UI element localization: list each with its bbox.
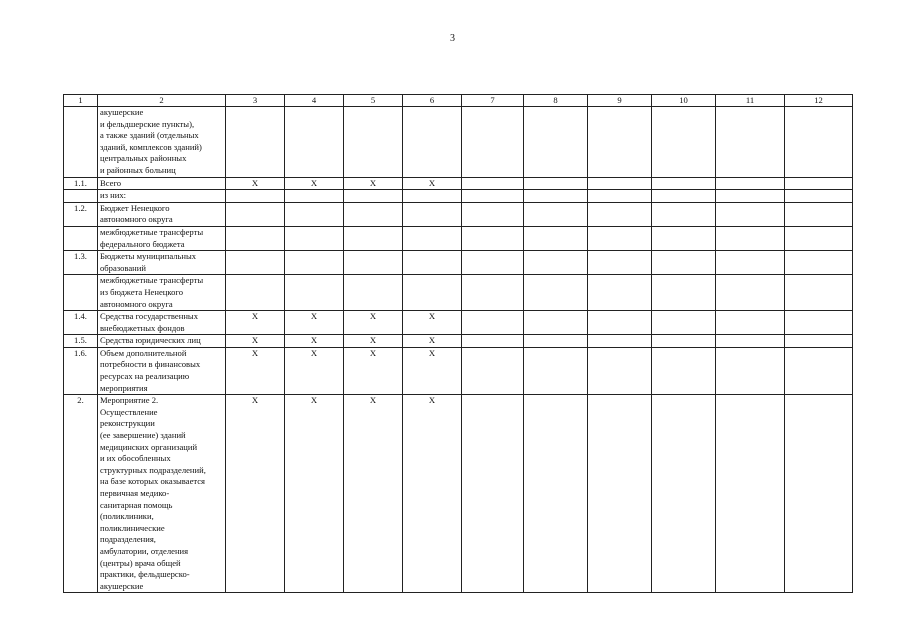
cell-col-5 <box>344 251 403 275</box>
cell-col-4: X <box>285 177 344 190</box>
cell-col-9 <box>588 251 652 275</box>
row-number: 1.1. <box>64 177 98 190</box>
cell-col-11 <box>716 395 785 593</box>
row-description: акушерские и фельдшерские пункты), а также зданий (отдельных зданий, комплексов зданий) центральных районных и районных больниц <box>98 107 226 178</box>
cell-col-5 <box>344 190 403 203</box>
table-row <box>64 347 853 394</box>
cell-col-3: X <box>226 347 285 394</box>
cell-col-7 <box>462 275 524 311</box>
cell-col-10 <box>652 275 716 311</box>
cell-col-12 <box>785 107 853 178</box>
cell-col-12 <box>785 202 853 226</box>
cell-col-3 <box>226 226 285 250</box>
cell-col-11 <box>716 202 785 226</box>
cell-col-6: X <box>403 347 462 394</box>
row-number <box>64 107 98 178</box>
column-header-5: 5 <box>344 95 403 107</box>
cell-col-12 <box>785 177 853 190</box>
cell-col-7 <box>462 395 524 593</box>
cell-col-8 <box>524 275 588 311</box>
cell-col-8 <box>524 107 588 178</box>
cell-col-3 <box>226 275 285 311</box>
cell-col-11 <box>716 311 785 335</box>
cell-col-9 <box>588 202 652 226</box>
table-row <box>64 226 853 250</box>
table-row <box>64 395 853 593</box>
column-header-9: 9 <box>588 95 652 107</box>
cell-col-6 <box>403 190 462 203</box>
cell-col-11 <box>716 275 785 311</box>
cell-col-6 <box>403 226 462 250</box>
cell-col-12 <box>785 395 853 593</box>
row-description: Бюджет Ненецкого автономного округа <box>98 202 226 226</box>
row-number: 2. <box>64 395 98 593</box>
row-description: Объем дополнительной потребности в финансовых ресурсах на реализацию мероприятия <box>98 347 226 394</box>
table-body <box>64 107 853 593</box>
column-header-10: 10 <box>652 95 716 107</box>
cell-col-10 <box>652 395 716 593</box>
table-row <box>64 311 853 335</box>
row-description: Бюджеты муниципальных образований <box>98 251 226 275</box>
cell-col-3 <box>226 190 285 203</box>
row-description: из них: <box>98 190 226 203</box>
cell-col-6: X <box>403 311 462 335</box>
table-row <box>64 107 853 178</box>
finance-table <box>63 94 853 593</box>
row-number: 1.3. <box>64 251 98 275</box>
cell-col-7 <box>462 311 524 335</box>
column-header-4: 4 <box>285 95 344 107</box>
cell-col-5 <box>344 275 403 311</box>
cell-col-11 <box>716 226 785 250</box>
cell-col-10 <box>652 190 716 203</box>
cell-col-10 <box>652 177 716 190</box>
cell-col-9 <box>588 275 652 311</box>
row-number: 1.4. <box>64 311 98 335</box>
cell-col-4: X <box>285 335 344 348</box>
row-description: Средства юридических лиц <box>98 335 226 348</box>
row-description: Всего <box>98 177 226 190</box>
column-header-7: 7 <box>462 95 524 107</box>
cell-col-9 <box>588 107 652 178</box>
column-header-6: 6 <box>403 95 462 107</box>
cell-col-10 <box>652 347 716 394</box>
cell-col-8 <box>524 190 588 203</box>
cell-col-7 <box>462 347 524 394</box>
cell-col-3: X <box>226 395 285 593</box>
cell-col-12 <box>785 335 853 348</box>
cell-col-12 <box>785 347 853 394</box>
cell-col-12 <box>785 311 853 335</box>
table-row <box>64 177 853 190</box>
header-row <box>64 95 853 107</box>
table-row <box>64 190 853 203</box>
cell-col-7 <box>462 107 524 178</box>
row-number: 1.5. <box>64 335 98 348</box>
cell-col-5: X <box>344 177 403 190</box>
row-description: межбюджетные трансферты из бюджета Ненецкого автономного округа <box>98 275 226 311</box>
cell-col-4 <box>285 107 344 178</box>
cell-col-12 <box>785 251 853 275</box>
table-row <box>64 251 853 275</box>
column-header-1: 1 <box>64 95 98 107</box>
cell-col-3 <box>226 107 285 178</box>
cell-col-8 <box>524 347 588 394</box>
row-description: Средства государственных внебюджетных фондов <box>98 311 226 335</box>
cell-col-9 <box>588 226 652 250</box>
column-header-2: 2 <box>98 95 226 107</box>
cell-col-9 <box>588 311 652 335</box>
cell-col-4: X <box>285 395 344 593</box>
cell-col-10 <box>652 107 716 178</box>
cell-col-10 <box>652 226 716 250</box>
cell-col-9 <box>588 347 652 394</box>
row-number <box>64 190 98 203</box>
cell-col-4 <box>285 226 344 250</box>
cell-col-6 <box>403 202 462 226</box>
cell-col-8 <box>524 311 588 335</box>
cell-col-3 <box>226 251 285 275</box>
cell-col-7 <box>462 226 524 250</box>
cell-col-5: X <box>344 335 403 348</box>
cell-col-6 <box>403 275 462 311</box>
cell-col-8 <box>524 202 588 226</box>
cell-col-4 <box>285 275 344 311</box>
cell-col-7 <box>462 202 524 226</box>
cell-col-11 <box>716 251 785 275</box>
cell-col-4: X <box>285 311 344 335</box>
table-row <box>64 335 853 348</box>
cell-col-7 <box>462 251 524 275</box>
cell-col-7 <box>462 177 524 190</box>
row-number: 1.2. <box>64 202 98 226</box>
cell-col-8 <box>524 335 588 348</box>
cell-col-8 <box>524 251 588 275</box>
cell-col-10 <box>652 311 716 335</box>
cell-col-12 <box>785 190 853 203</box>
cell-col-3: X <box>226 311 285 335</box>
column-header-11: 11 <box>716 95 785 107</box>
column-header-3: 3 <box>226 95 285 107</box>
cell-col-11 <box>716 335 785 348</box>
cell-col-6: X <box>403 395 462 593</box>
cell-col-10 <box>652 251 716 275</box>
cell-col-11 <box>716 190 785 203</box>
column-header-8: 8 <box>524 95 588 107</box>
cell-col-8 <box>524 395 588 593</box>
cell-col-3 <box>226 202 285 226</box>
page-number: 3 <box>450 33 455 44</box>
row-description: межбюджетные трансферты федерального бюджета <box>98 226 226 250</box>
cell-col-5: X <box>344 347 403 394</box>
cell-col-4: X <box>285 347 344 394</box>
cell-col-9 <box>588 190 652 203</box>
cell-col-5 <box>344 107 403 178</box>
cell-col-12 <box>785 226 853 250</box>
cell-col-4 <box>285 190 344 203</box>
cell-col-12 <box>785 275 853 311</box>
cell-col-6: X <box>403 335 462 348</box>
cell-col-10 <box>652 335 716 348</box>
column-header-12: 12 <box>785 95 853 107</box>
row-number <box>64 275 98 311</box>
cell-col-6 <box>403 107 462 178</box>
cell-col-5: X <box>344 395 403 593</box>
cell-col-5 <box>344 202 403 226</box>
cell-col-7 <box>462 190 524 203</box>
cell-col-8 <box>524 226 588 250</box>
cell-col-6: X <box>403 177 462 190</box>
cell-col-4 <box>285 202 344 226</box>
row-description: Мероприятие 2. Осуществление реконструкции (ее завершение) зданий медицинских организаций и их обособленных структурных подразделений, на базе которых оказывается первичная медико- санитарная помощь (поликлиники, поликлинические подразделения, амбулатории, отделения (центры) врача общей практики, фельдшерско- акушерские <box>98 395 226 593</box>
row-number: 1.6. <box>64 347 98 394</box>
cell-col-9 <box>588 335 652 348</box>
cell-col-3: X <box>226 335 285 348</box>
cell-col-4 <box>285 251 344 275</box>
cell-col-11 <box>716 347 785 394</box>
cell-col-3: X <box>226 177 285 190</box>
cell-col-5 <box>344 226 403 250</box>
cell-col-11 <box>716 177 785 190</box>
cell-col-9 <box>588 177 652 190</box>
table-row <box>64 275 853 311</box>
cell-col-7 <box>462 335 524 348</box>
cell-col-11 <box>716 107 785 178</box>
cell-col-5: X <box>344 311 403 335</box>
cell-col-6 <box>403 251 462 275</box>
cell-col-8 <box>524 177 588 190</box>
row-number <box>64 226 98 250</box>
table-row <box>64 202 853 226</box>
cell-col-10 <box>652 202 716 226</box>
cell-col-9 <box>588 395 652 593</box>
